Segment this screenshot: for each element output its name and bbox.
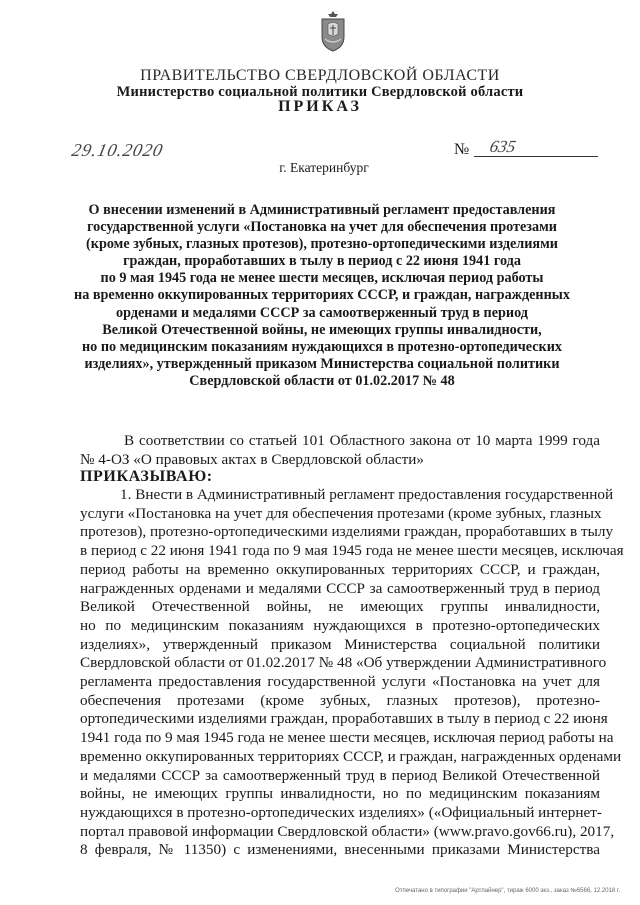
body-line: регламента предоставления государственной услуги «Постановка на учет для xyxy=(80,673,600,691)
city-name: г. Екатеринбург xyxy=(279,160,369,175)
body-line: ортопедическими изделиями граждан, проработавших в тылу в период с 22 июня xyxy=(80,710,608,728)
body-line: протезов), протезно-ортопедическими изделиями граждан, проработавших в тылу xyxy=(80,523,614,541)
title-line: (кроме зубных, глазных протезов), протезно-ортопедическими изделиями xyxy=(86,236,558,253)
body-line: временно оккупированных территориях СССР, и граждан, награжденных орденами xyxy=(80,747,622,765)
coat-of-arms-icon xyxy=(318,10,348,52)
body-line: изделиях», утвержденный приказом Министерства социальной политики xyxy=(80,635,600,653)
order-heading: ПРИКАЗЫВАЮ: xyxy=(80,468,213,485)
number-sign: № xyxy=(454,141,470,158)
title-line: О внесении изменений в Административный регламент предоставления xyxy=(88,202,556,218)
government-name: ПРАВИТЕЛЬСТВО СВЕРДЛОВСКОЙ ОБЛАСТИ xyxy=(140,67,500,84)
body-line: нуждающихся в протезно-ортопедических изделиях» («Официальный интернет- xyxy=(80,803,602,821)
body-line: награжденных орденами и медалями СССР за самоотверженный труд в период xyxy=(80,579,600,597)
document-type: ПРИКАЗ xyxy=(278,98,362,115)
title-line: Великой Отечественной войны, не имеющих группы инвалидности, xyxy=(102,321,542,338)
body-line: Свердловской области от 01.02.2017 № 48 «Об утверждении Административного xyxy=(80,654,607,672)
title-line: изделиях», утвержденный приказом Министерства социальной политики xyxy=(84,355,560,372)
title-line: орденами и медалями СССР за самоотверженный труд в период xyxy=(116,304,528,321)
body-line: обеспечения протезами (кроме зубных, глазных протезов), протезно- xyxy=(80,691,600,709)
body-line: 8 февраля, № 11350) с изменениями, внесенными приказами Министерства xyxy=(80,841,600,859)
title-line: по 9 мая 1945 года не менее шести месяцев, исключая период работы xyxy=(100,270,544,287)
title-line: но по медицинским показаниям нуждающихся в протезно-ортопедических xyxy=(82,338,562,355)
body-line: но по медицинским показаниям нуждающихся в протезно-ортопедических xyxy=(80,616,600,634)
title-line: граждан, проработавших в тылу в период с 22 июня 1941 года xyxy=(123,253,521,270)
basis-line: № 4-ОЗ «О правовых актах в Свердловской области» xyxy=(80,450,424,468)
body-line: период работы на временно оккупированных территориях СССР, и граждан, xyxy=(80,560,600,578)
order-date: 29.10.2020 xyxy=(69,140,166,160)
body-line: 1941 года по 9 мая 1945 года не менее шести месяцев, исключая период работы на xyxy=(80,729,614,747)
title-line: Свердловской области от 01.02.2017 № 48 xyxy=(189,372,455,389)
order-body xyxy=(80,486,624,860)
body-line: войны, не имеющих группы инвалидности, но по медицинским показаниям xyxy=(80,785,600,803)
basis-line: В соответствии со статьей 101 Областного закона от 10 марта 1999 года xyxy=(124,432,600,449)
print-footer: Отпечатано в типографии "Артлайнер", тираж 6000 экз., заказ №6566, 12.2018 г. xyxy=(395,888,620,894)
document-title xyxy=(68,202,576,390)
title-line: на временно оккупированных территориях СССР, и граждан, награжденных xyxy=(74,287,570,304)
body-line: в период с 22 июня 1941 года по 9 мая 1945 года не менее шести месяцев, исключая xyxy=(80,542,624,560)
body-line: портал правовой информации Свердловской области» (www.pravo.gov66.ru), 2017, xyxy=(80,822,615,840)
body-line: и медалями СССР за самоотверженный труд в период Великой Отечественной xyxy=(80,766,600,784)
legal-basis-paragraph xyxy=(80,432,600,469)
title-line: государственной услуги «Постановка на учет для обеспечения протезами xyxy=(87,219,557,236)
body-line: Великой Отечественной войны, не имеющих группы инвалидности, xyxy=(80,598,600,616)
body-line: услуги «Постановка на учет для обеспечения протезами (кроме зубных, глазных xyxy=(80,504,602,522)
ministry-name: Министерство социальной политики Свердловской области xyxy=(116,84,524,100)
order-number: 635 xyxy=(488,137,518,156)
body-line: 1. Внести в Административный регламент предоставления государственной xyxy=(120,486,614,503)
